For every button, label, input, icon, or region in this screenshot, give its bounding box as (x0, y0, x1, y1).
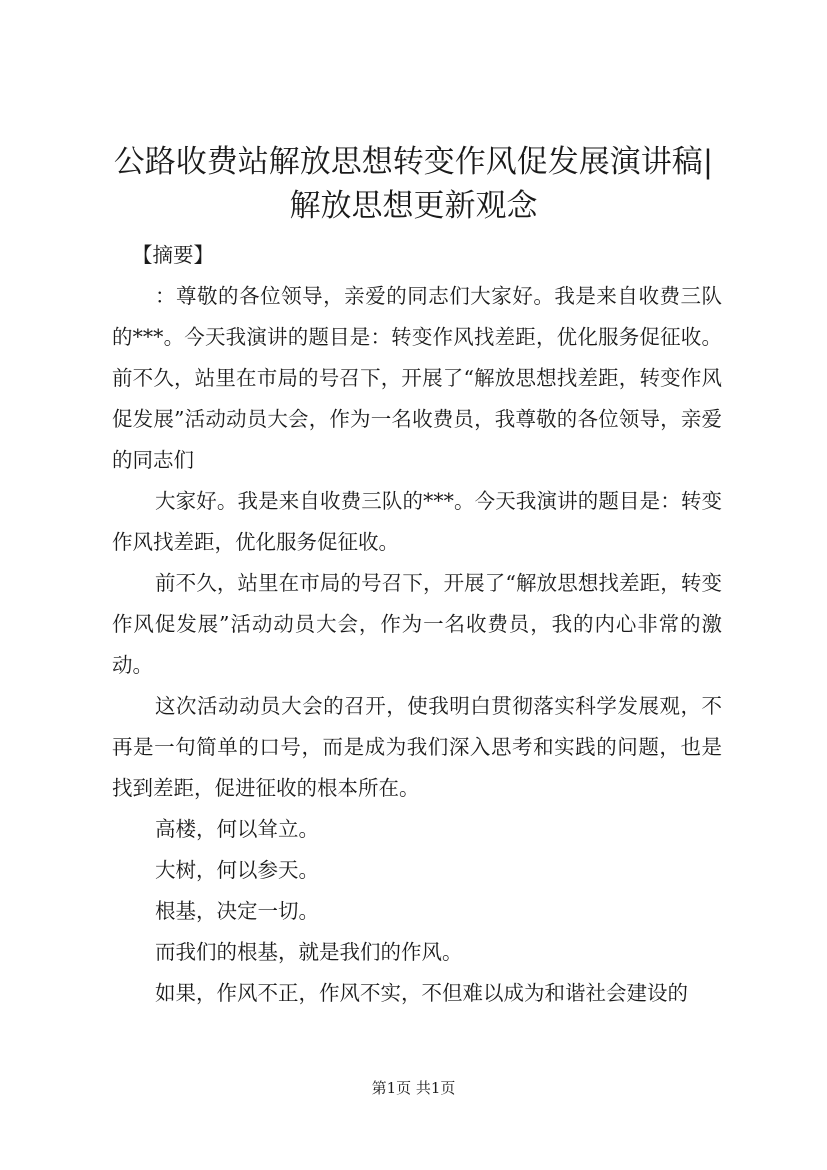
document-body (112, 235, 722, 1014)
paragraph: ：尊敬的各位领导，亲爱的同志们大家好。我是来自收费三队的***。今天我演讲的题目是：转变作风找差距，优化服务促征收。前不久，站里在市局的号召下，开展了“解放思想找差距，转变作风促发展”活动动员大会，作为一名收费员，我尊敬的各位领导，亲爱的同志们 (112, 284, 722, 472)
paragraph: 前不久，站里在市局的号召下，开展了“解放思想找差距，转变作风促发展”活动动员大会，作为一名收费员，我的内心非常的激动。 (112, 571, 722, 677)
paragraph: 如果，作风不正，作风不实，不但难以成为和谐社会建设的 (155, 981, 688, 1005)
abstract-label: 【摘要】 (132, 243, 214, 267)
title-line-2: 解放思想更新观念 (289, 188, 538, 224)
paragraph: 而我们的根基，就是我们的作风。 (155, 940, 463, 964)
paragraph: 大树，何以参天。 (155, 858, 319, 882)
paragraph: 大家好。我是来自收费三队的***。今天我演讲的题目是：转变作风找差距，优化服务促征收。 (112, 489, 722, 554)
paragraph: 根基，决定一切。 (155, 899, 319, 923)
paragraph: 这次活动动员大会的召开，使我明白贯彻落实科学发展观，不再是一句简单的口号，而是成为我们深入思考和实践的问题，也是找到差距，促进征收的根本所在。 (112, 694, 722, 800)
title-line-1: 公路收费站解放思想转变作风促发展演讲稿| (113, 144, 714, 180)
page-footer: 第1页 共1页 (371, 1079, 456, 1097)
document-title (100, 140, 727, 228)
paragraph: 高楼，何以耸立。 (155, 817, 319, 841)
